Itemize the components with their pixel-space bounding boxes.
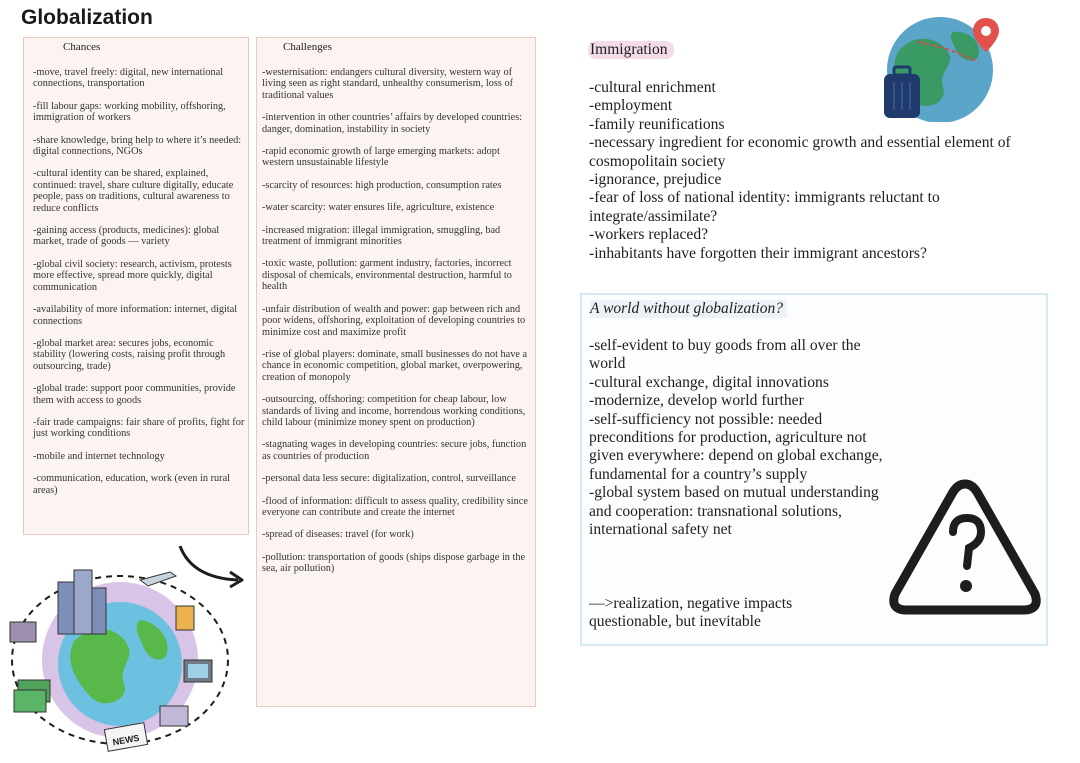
challenges-heading: Challenges (283, 41, 332, 53)
list-item: -global market area: secures jobs, economic stability (lowering costs, raising profit through outsourcing, trade) (33, 337, 226, 372)
list-item: -fair trade campaigns: fair share of profits, fight for just working conditions (33, 416, 245, 440)
list-item: -global civil society: research, activism, protests more effective, spread more quickly, digital communication (33, 258, 232, 293)
list-item: -necessary ingredient for economic growth and essential element of cosmopolitain society (589, 134, 1011, 170)
list-item: -outsourcing, offshoring: competition for cheap labour, low standards of living and income, horrendous working conditions, child labour (minimize money spent on production) (262, 394, 526, 428)
list-item: -unfair distribution of wealth and power: gap between rich and poor widens, offshoring, exploitation of developing countries to minimize cost and maximize profit (262, 303, 526, 338)
world-without-conclusion: —>realization, negative impacts questionable, but inevitable (589, 595, 793, 631)
list-item: -modernize, develop world further (589, 392, 804, 410)
list-item: -availability of more information: internet, digital connections (33, 304, 238, 327)
travel-globe-icon (878, 12, 1003, 122)
list-item: -cultural identity can be shared, explained, continued: travel, share culture digitally, educate people, pass on traditions, cultural awareness to reduce conflicts (33, 168, 234, 214)
list-item: -workers replaced? (589, 226, 709, 244)
page-title: Globalization (21, 6, 153, 29)
globe-illustration (0, 560, 255, 760)
list-item: -rise of global players: dominate, small businesses do not have a chance in economic competition, global market, overpowering, creation of monopoly (262, 348, 528, 383)
immigration-heading: Immigration (588, 41, 674, 59)
list-item: -employment (589, 97, 673, 115)
world-without-heading: A world without globalization? (590, 300, 787, 318)
list-item: -cultural enrichment (589, 79, 716, 96)
list-item: -personal data less secure: digitalization, control, surveillance (262, 473, 516, 485)
list-item: -cultural exchange, digital innovations (589, 373, 829, 391)
list-item: -global system based on mutual understanding and cooperation: transnational solutions, international safety net (589, 484, 879, 539)
list-item: -westernisation: endangers cultural diversity, western way of living seen as right standard, unhealthy consumerism, loss of traditional values (262, 67, 514, 101)
list-item: -flood of information: difficult to assess quality, credibility since everyone can contribute and create the internet (262, 495, 528, 518)
list-item: -communication, education, work (even in rural areas) (33, 473, 231, 496)
chances-heading: Chances (63, 41, 101, 53)
list-item: -self-evident to buy goods from all over the world (589, 337, 861, 373)
list-item: -share knowledge, bring help to where it’s needed: digital connections, NGOs (33, 134, 242, 158)
chances-list (33, 67, 247, 507)
list-item: -toxic waste, pollution: garment industry, factories, incorrect disposal of chemicals, environmental destruction, harmful to health (262, 258, 512, 293)
list-item: -water scarcity: water ensures life, agriculture, existence (262, 202, 495, 214)
list-item: -stagnating wages in developing countries: secure jobs, function as countries of production (262, 439, 527, 462)
list-item: -fill labour gaps: working mobility, offshoring, immigration of workers (33, 100, 226, 124)
list-item: -rapid economic growth of large emerging markets: adopt western unsustainable lifestyle (262, 146, 500, 169)
list-item: -inhabitants have forgotten their immigrant ancestors? (589, 244, 927, 262)
news-label: NEWS (111, 732, 141, 748)
list-item: -ignorance, prejudice (589, 171, 722, 189)
skyscrapers (58, 570, 106, 634)
list-item: -family reunifications (589, 115, 725, 133)
list-item: -gaining access (products, medicines): global market, trade of goods — variety (33, 225, 220, 248)
list-item: -move, travel freely: digital, new international connections, transportation (33, 67, 224, 90)
world-without-list (589, 337, 899, 539)
list-item: -intervention in other countries’ affairs by developed countries: danger, domination, instability in society (262, 112, 523, 135)
warning-icon (885, 474, 1045, 624)
list-item: -fear of loss of national identity: immigrants reluctant to integrate/assimilate? (589, 189, 940, 225)
list-item: -pollution: transportation of goods (ships dispose garbage in the sea, air pollution) (262, 551, 526, 575)
list-item: -global trade: support poor communities, provide them with access to goods (33, 383, 236, 406)
list-item: -mobile and internet technology (33, 450, 165, 462)
list-item: -scarcity of resources: high production, consumption rates (262, 179, 502, 191)
list-item: -increased migration: illegal immigration, smuggling, bad treatment of immigrant minorities (262, 224, 501, 248)
list-item: -spread of diseases: travel (for work) (262, 529, 414, 541)
list-item: -self-sufficiency not possible: needed preconditions for production, agriculture not given everywhere: depend on global exchange, fundamental for a country’s supply (589, 410, 883, 483)
challenges-list (262, 67, 530, 586)
